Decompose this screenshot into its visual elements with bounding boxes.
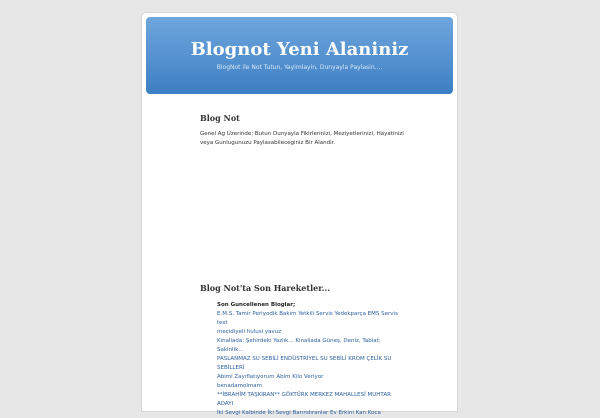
recent-blogs-list <box>200 301 405 418</box>
blog-title[interactable]: Blognot Yeni Alaniniz <box>190 39 409 60</box>
recent-blog-link[interactable]: PASLANMAZ SU SEBİLİ ENDÜSTRİYEL SU SEBİLİ KROM ÇELİK SU SEBİLLERİ <box>217 356 392 371</box>
recent-blog-link[interactable]: test <box>217 320 228 326</box>
recent-activity-section <box>200 283 405 418</box>
recent-blog-link[interactable]: mecidiyeli hulusi yavuz <box>217 329 282 335</box>
post-title[interactable]: Blog Not <box>200 113 240 123</box>
recent-blog-link[interactable]: benadamolmam <box>217 383 262 389</box>
post <box>200 113 405 148</box>
page-container <box>141 12 458 416</box>
recent-blog-link[interactable]: Kinaliada; Şehirdeki Yazlık... Kinaliada Güneş, Deniz, Tabiat; Sakinlik... <box>217 338 381 353</box>
recent-blogs-heading: Son Guncellenen Bloglar; <box>217 302 296 308</box>
recent-blog-link[interactable]: E.M.S. Tamir Periyodik Bakım Yetkili Servis Yedekparça EMS Servis <box>217 311 398 317</box>
recent-blog-link[interactable]: **İBRAHİM TAŞKIRAN** GÖKTÜRK MERKEZ MAHALLESİ MUHTAR ADAYI <box>217 392 391 407</box>
recent-blog-link[interactable]: Abimi Zayıflatıyorum Abim Kilo Veriyor <box>217 374 324 380</box>
recent-activity-title: Blog Not'ta Son Hareketler... <box>200 283 331 293</box>
blog-header <box>146 17 453 94</box>
post-body: Genel Ag Uzerinde; Butun Dunyayla Fikirlerinizi, Meziyetlerinizi, Hayatinizi veya Gunlugunuzu Paylasabileceginiz Bir Alandir. <box>200 131 404 146</box>
blog-description: BlogNot ile Not Tutun, Yayimlayin, Dunyayla Paylasin.... <box>216 64 383 71</box>
recent-blog-link[interactable]: İki Sevgi Kalbinde İki Sevgi Barındıranlar Ev Erkini Kan Koca <box>217 410 381 416</box>
